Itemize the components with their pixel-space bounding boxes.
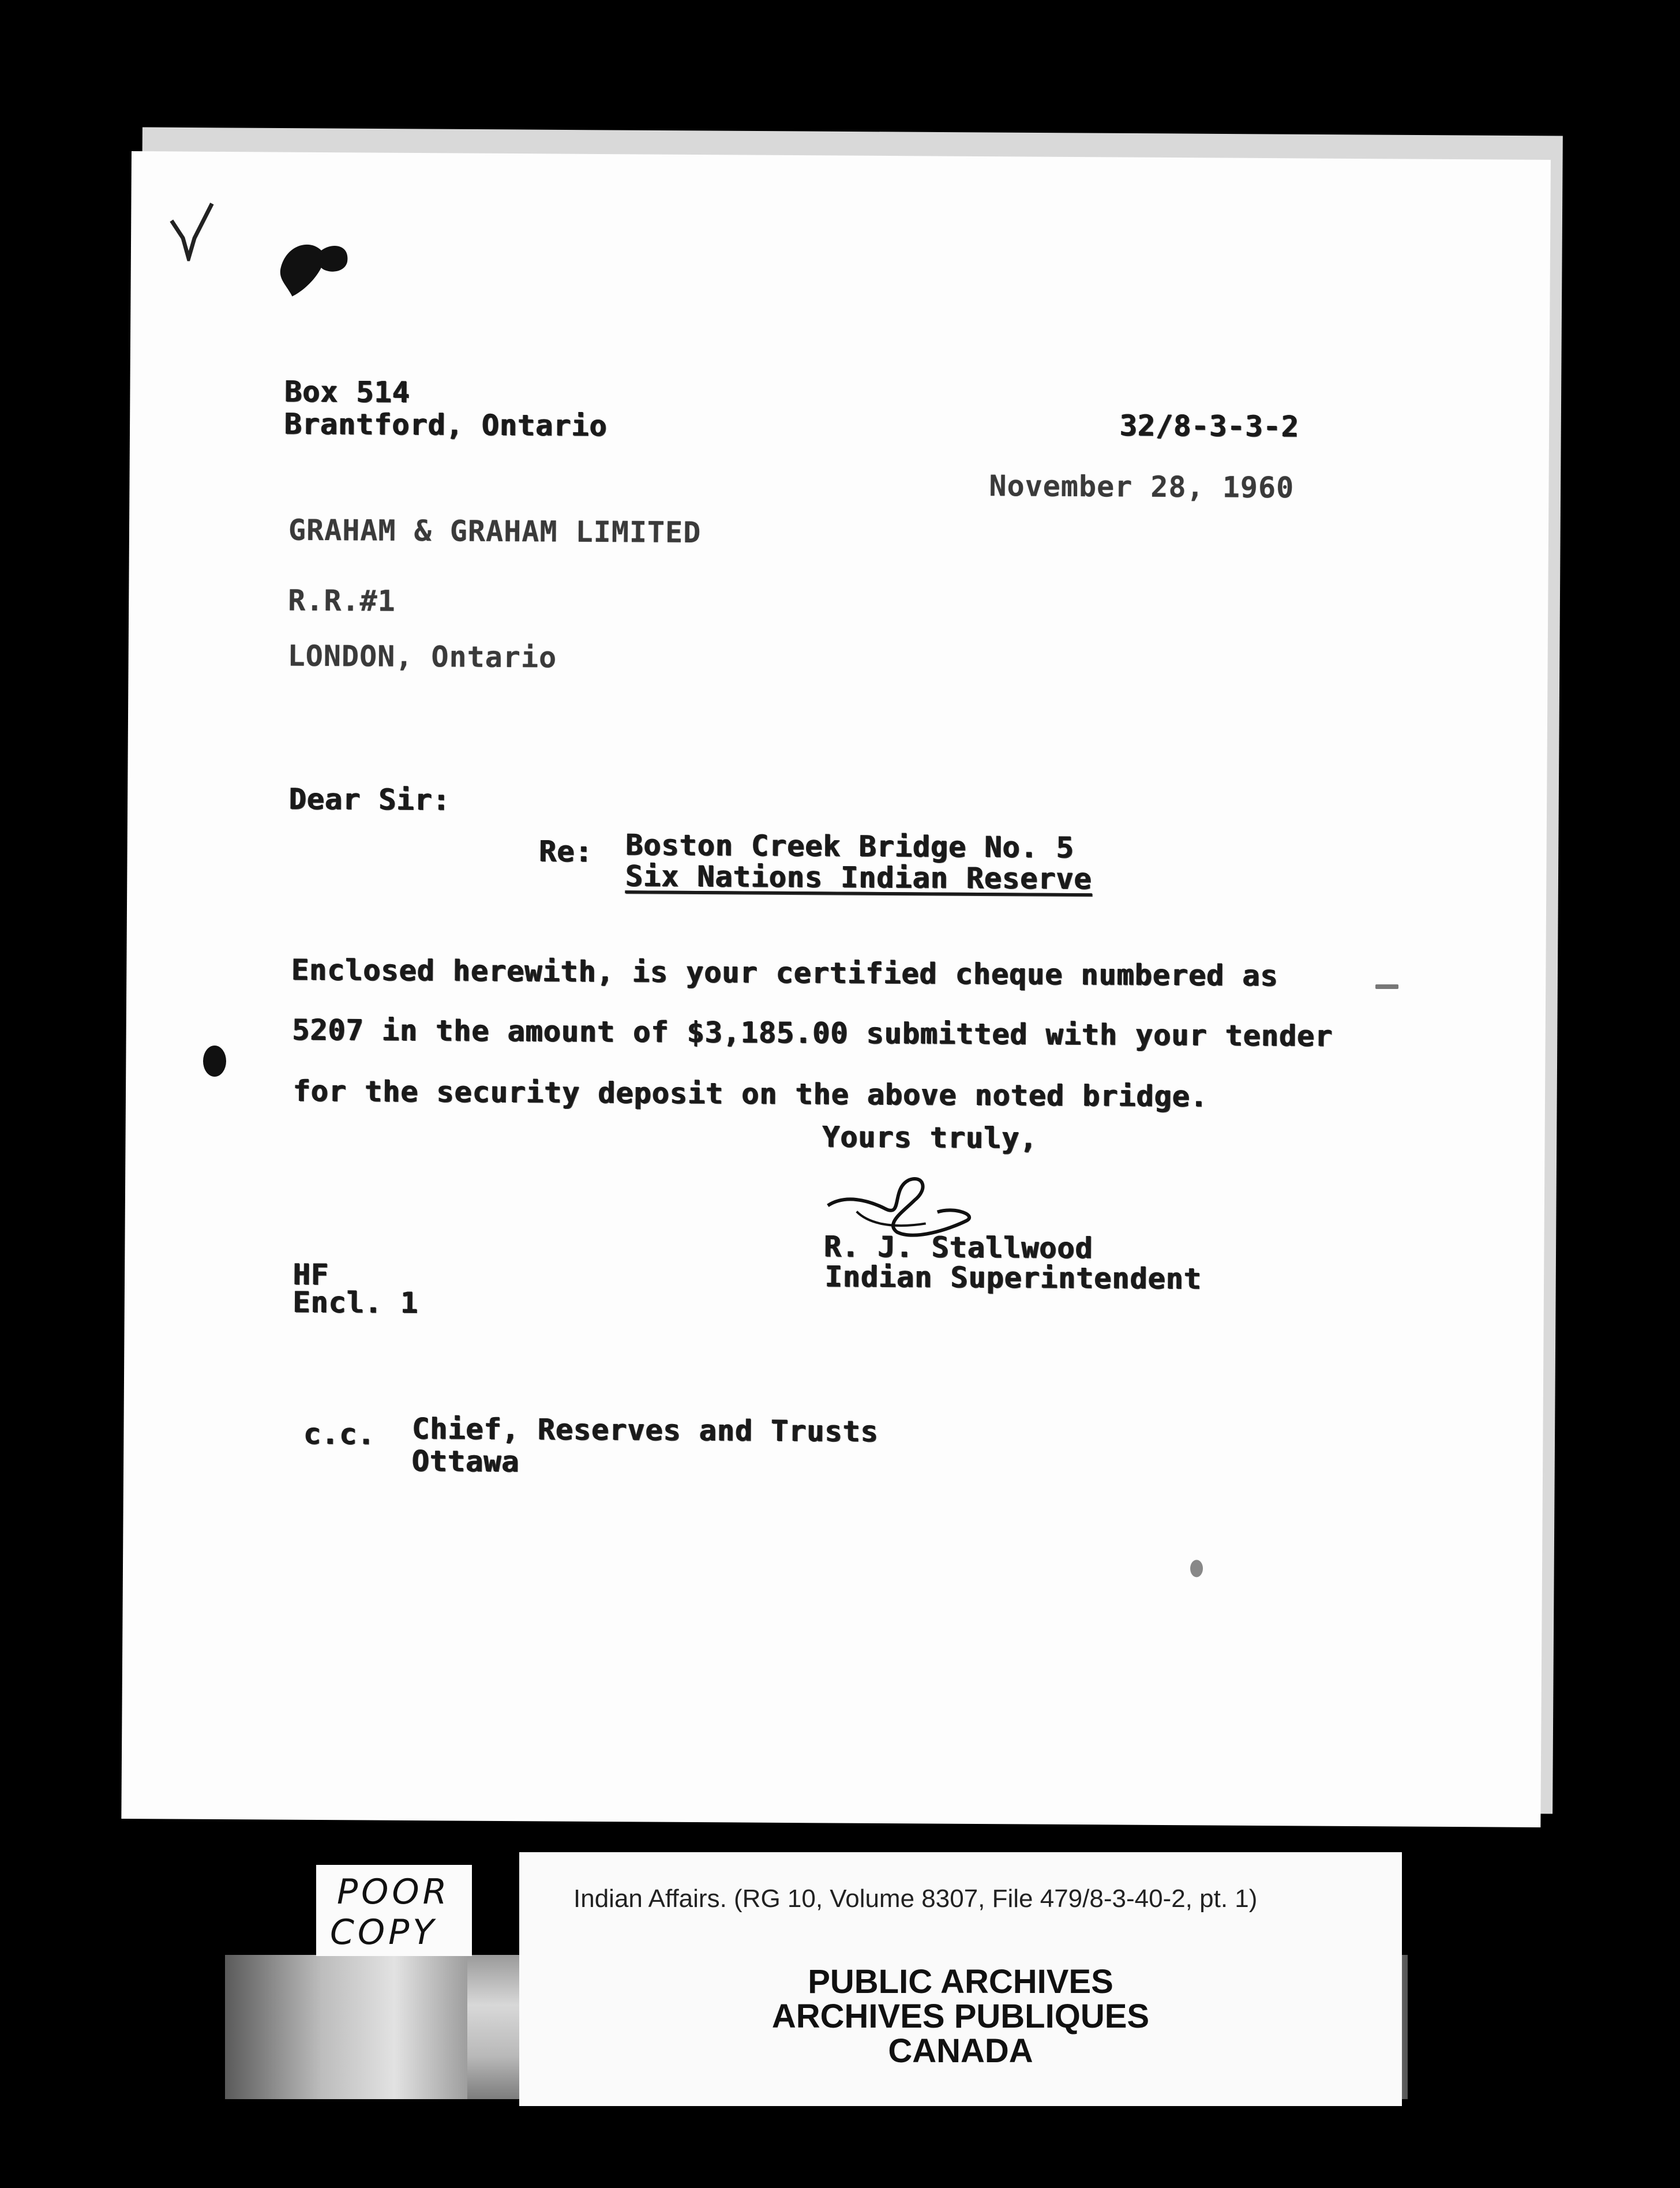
cc-line-1: Chief, Reserves and Trusts [412,1412,879,1448]
ink-tick-mark [166,197,218,261]
poor-copy-line-1: POOR [337,1872,451,1912]
signer-title: Indian Superintendent [824,1260,1202,1296]
letter-page [121,151,1551,1827]
poor-copy-line-2: COPY [330,1912,437,1953]
typist-initials: HF [292,1257,329,1292]
re-label: Re: [539,834,594,868]
subject-line-1: Boston Creek Bridge No. 5 [625,828,1075,865]
closing: Yours truly, [822,1120,1038,1155]
archive-citation: Indian Affairs. (RG 10, Volume 8307, File 479/8-3-40-2, pt. 1) [573,1884,1258,1913]
cc-line-2: Ottawa [411,1444,520,1479]
archive-strip-left [225,1955,467,2099]
archive-label [519,1852,1402,2106]
return-address-line-2: Brantford, Ontario [284,407,608,443]
hole-punch-mark [203,1046,226,1077]
edge-mark [1375,984,1398,989]
signer-name: R. J. Stallwood [824,1230,1094,1265]
archive-name-french: ARCHIVES PUBLIQUES [771,1998,1150,2035]
poor-copy-note [316,1865,472,1956]
salutation: Dear Sir: [288,782,451,817]
body-line-2: 5207 in the amount of $3,185.00 submitted with your tender [292,1013,1333,1053]
recipient-line-2: R.R.#1 [288,583,396,618]
archive-country: CANADA [888,2032,1033,2070]
subject-line-2: Six Nations Indian Reserve [625,859,1093,896]
recipient-line-1: GRAHAM & GRAHAM LIMITED [288,513,702,550]
file-number: 32/8-3-3-2 [1119,409,1300,444]
enclosure-note: Encl. 1 [292,1285,419,1320]
ink-stamp-mark [275,233,356,303]
body-line-1: Enclosed herewith, is your certified cheque numbered as [291,953,1279,993]
body-line-3: for the security deposit on the above noted bridge. [292,1074,1209,1114]
archive-name-english: PUBLIC ARCHIVES [808,1963,1113,2000]
cc-label: c.c. [303,1417,376,1451]
recipient-line-3: LONDON, Ontario [287,639,557,675]
return-address-line-1: Box 514 [284,374,411,409]
letter-date: November 28, 1960 [989,469,1295,505]
ink-speck [1190,1560,1203,1577]
